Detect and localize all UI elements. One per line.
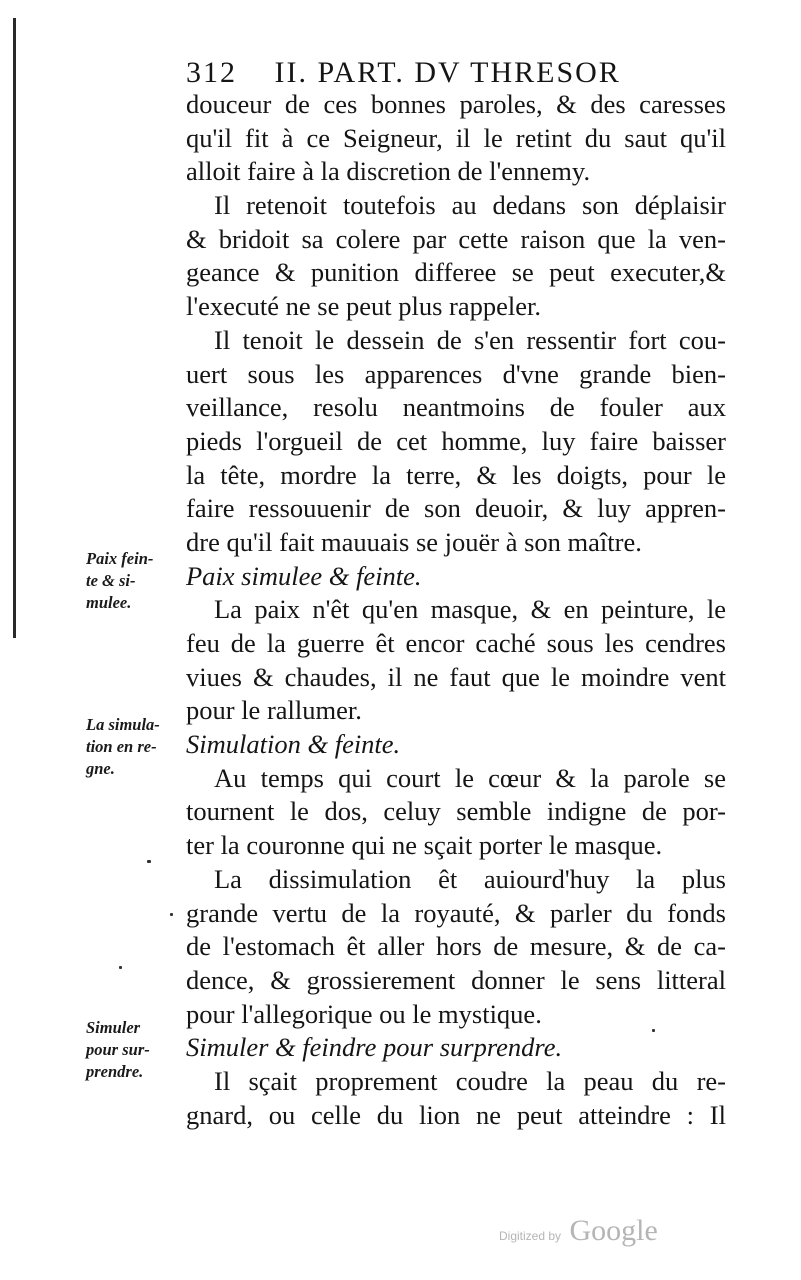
text-line: pour le rallumer. xyxy=(186,695,362,726)
margin-note-line: prendre. xyxy=(86,1062,144,1081)
page-number: 312 xyxy=(186,56,237,89)
text-line: Il tenoit le dessein de s'en ressentir fort cou- xyxy=(214,324,726,355)
page-edge-line xyxy=(13,18,16,638)
section-heading: Paix simulee & feinte. xyxy=(186,560,422,591)
text-line: uert sous les apparences d'vne grande bien- xyxy=(186,358,726,389)
running-title: II. PART. DV THRESOR xyxy=(274,56,621,89)
section-heading: Simuler & feindre pour surprendre. xyxy=(186,1032,563,1063)
text-line: qu'il fit à ce Seigneur, il le retint du saut qu'il xyxy=(186,122,726,153)
text-line: Il retenoit toutefois au dedans son déplaisir xyxy=(214,190,726,221)
text-line: ter la couronne qui ne sçait porter le masque. xyxy=(186,830,663,861)
text-line: geance & punition differee se peut executer,& xyxy=(186,257,726,288)
text-line: Au temps qui court le cœur & la parole se xyxy=(214,762,726,793)
text-line: veillance, resolu neantmoins de fouler aux xyxy=(186,392,726,423)
text-line: Il sçait proprement coudre la peau du re- xyxy=(214,1065,726,1096)
running-header xyxy=(186,56,746,90)
text-line: de l'estomach êt aller hors de mesure, & de ca- xyxy=(186,931,726,962)
text-line: La paix n'êt qu'en masque, & en peinture, le xyxy=(214,594,726,625)
text-line: & bridoit sa colere par cette raison que la ven- xyxy=(186,223,726,254)
ink-speck xyxy=(147,860,151,863)
text-line: douceur de ces bonnes paroles, & des caresses xyxy=(186,89,726,119)
text-line: grande vertu de la royauté, & parler du fonds xyxy=(186,897,726,928)
text-line: viues & chaudes, il ne faut que le moindre vent xyxy=(186,661,726,692)
section-heading: Simulation & feinte. xyxy=(186,729,401,760)
text-line: faire ressouuenir de son deuoir, & luy appren- xyxy=(186,493,726,524)
margin-note-line: Paix fein- xyxy=(86,549,154,568)
margin-note-line: La simula- xyxy=(86,715,160,734)
text-line: dence, & grossierement donner le sens litteral xyxy=(186,964,726,995)
text-line: la tête, mordre la terre, & les doigts, pour le xyxy=(186,459,726,490)
margin-note-line: gne. xyxy=(86,759,115,778)
text-line: alloit faire à la discretion de l'ennemy. xyxy=(186,156,591,187)
ink-speck xyxy=(170,913,173,916)
text-line: gnard, ou celle du lion ne peut atteindre : Il xyxy=(186,1099,726,1130)
text-line: pour l'allegorique ou le mystique. xyxy=(186,998,542,1029)
watermark-prefix: Digitized by xyxy=(499,1229,562,1243)
ink-speck xyxy=(652,1029,655,1032)
margin-note-simulation xyxy=(86,714,182,780)
margin-note-paix xyxy=(86,548,182,614)
ink-speck xyxy=(119,966,122,969)
text-line: dre qu'il fait mauuais se jouër à son maître. xyxy=(186,526,642,557)
margin-note-simuler xyxy=(86,1017,182,1083)
margin-note-line: mulee. xyxy=(86,593,132,612)
text-line: feu de la guerre êt encor caché sous les cendres xyxy=(186,628,726,658)
text-line: tournent le dos, celuy semble indigne de por- xyxy=(186,796,726,827)
margin-note-line: te & si- xyxy=(86,571,136,590)
text-line: pieds l'orgueil de cet homme, luy faire baisser xyxy=(186,425,726,456)
text-line: La dissimulation êt auiourd'huy la plus xyxy=(214,863,726,894)
digitized-watermark xyxy=(499,1214,658,1248)
margin-note-line: Simuler xyxy=(86,1018,141,1037)
google-logo: Google xyxy=(569,1214,658,1247)
text-line: l'executé ne se peut plus rappeler. xyxy=(186,291,542,322)
margin-note-line: pour sur- xyxy=(86,1040,150,1059)
body-text xyxy=(186,88,726,1132)
margin-note-line: tion en re- xyxy=(86,737,157,756)
